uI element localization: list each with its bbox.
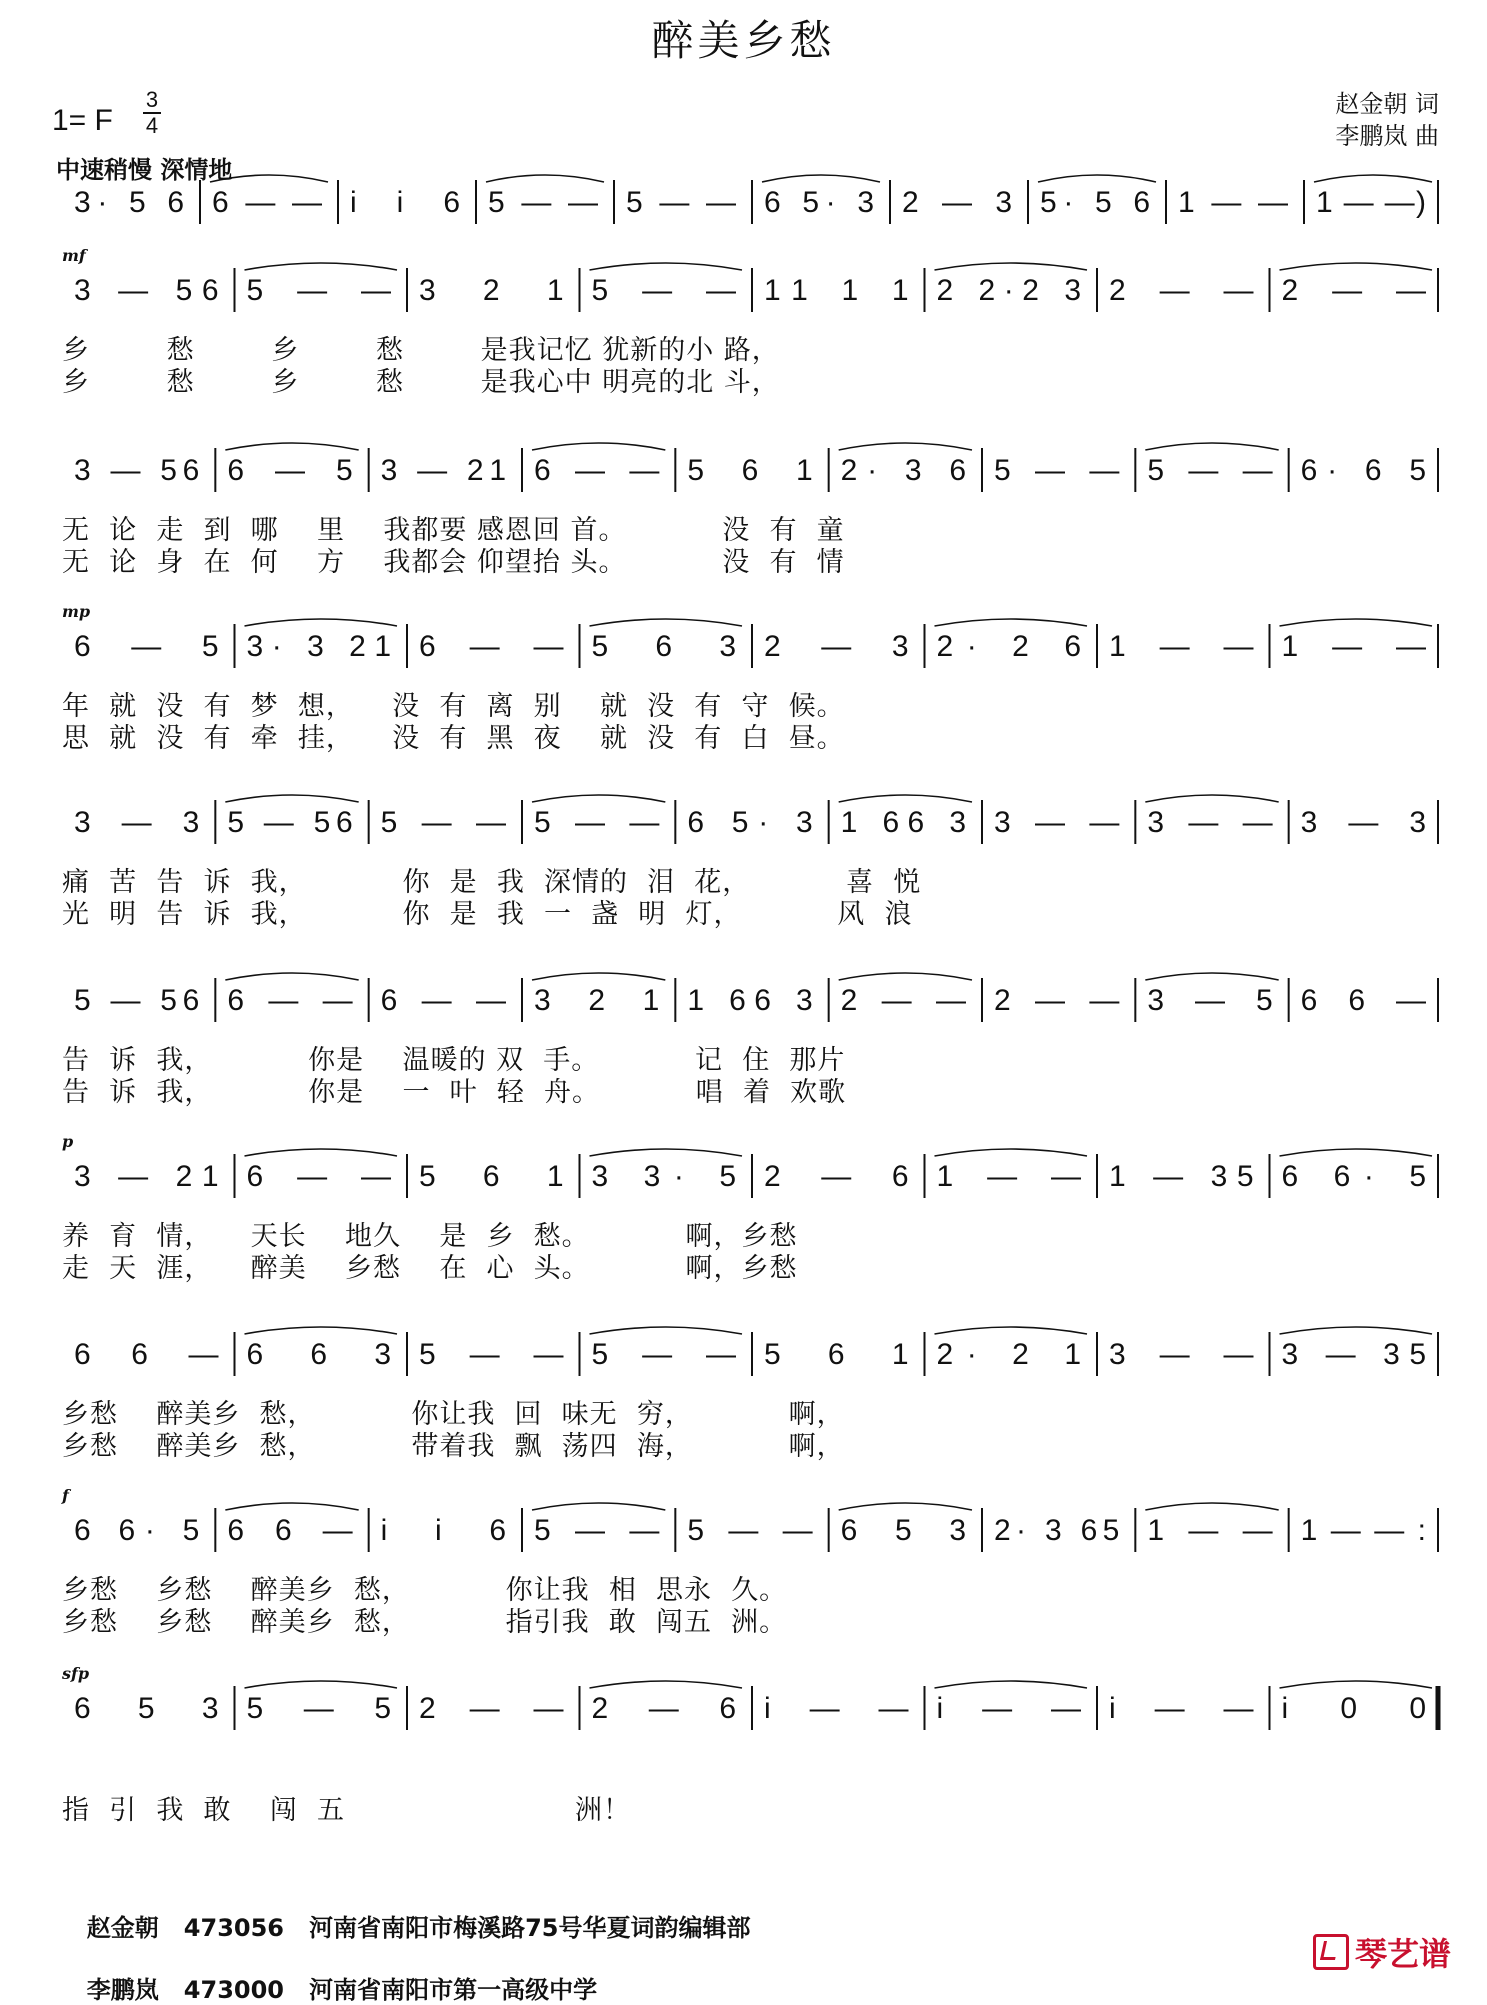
measure-notes: 3 — 5 [1147, 984, 1273, 1017]
tie-arc [532, 1503, 665, 1510]
notation-svg [62, 1498, 1442, 1558]
composer-credit: 李鹏岚 曲 [1335, 122, 1439, 150]
measure-notes: 2 2·2 3 [936, 274, 1081, 307]
dynamic-mark: sfp [62, 1664, 90, 1683]
measure-notes: 5 6 1 [419, 1160, 564, 1193]
tie-arc [1314, 175, 1432, 182]
measure-notes: 2 — 3 [764, 630, 909, 663]
staff-line [62, 968, 1442, 1108]
lyric-verse-2: 乡愁 醉美乡 愁， 带着我 飘 荡四 海， 啊， [62, 1431, 845, 1462]
tie-arc [532, 795, 665, 802]
staff-line [62, 246, 1442, 398]
footer-postcode: 473056 [183, 1914, 284, 1942]
footer-line-lyricist [70, 1880, 750, 1943]
tie-arc [762, 175, 880, 182]
measure-notes: 2 — — [994, 984, 1120, 1017]
logo-icon [1313, 1934, 1349, 1970]
measure-notes: 5 — — [591, 1338, 736, 1371]
lyric-verse-2: 乡愁 乡愁 醉美乡 愁， 指引我 敢 闯五 洲。 [62, 1607, 788, 1638]
measure-notes: 5 — — [534, 1514, 660, 1547]
tie-arc [935, 1681, 1088, 1688]
tie-arc [486, 175, 604, 182]
tie-arc [1280, 1327, 1433, 1334]
staff-line [62, 438, 1442, 578]
lyric-verse-2: 告 诉 我， 你是 一 叶 轻 舟。 唱 着 欢歌 [62, 1077, 847, 1108]
measure-notes: 6 5 3 [840, 1514, 966, 1547]
time-signature-top: 3 [145, 87, 159, 112]
tie-arc [225, 973, 358, 980]
tie-arc [590, 619, 743, 626]
measure-notes: 6 5 3 [74, 1692, 219, 1725]
staff-line [62, 1322, 1442, 1462]
measure-notes: 5 — 56 [74, 984, 200, 1017]
notation-svg [62, 1322, 1442, 1382]
lyric-verse-1: 乡愁 醉美乡 愁， 你让我 回 味无 穷， 啊， [62, 1399, 845, 1430]
measure-notes: i 0 0 [1281, 1692, 1426, 1725]
lyric-verse-1: 告 诉 我， 你是 温暖的 双 手。 记 住 那片 [62, 1045, 846, 1076]
measure-notes: i — — [936, 1692, 1081, 1725]
measure-notes: 3 — 21 [74, 1160, 219, 1193]
measure-notes: 1 — — [1147, 1514, 1273, 1547]
measure-notes: 2· 2 6 [936, 630, 1081, 663]
measure-notes: 1 66 3 [840, 806, 966, 839]
measure-notes: i i 6 [380, 1514, 506, 1547]
dynamic-mark: mp [62, 602, 91, 621]
measure-notes: i — — [764, 1692, 909, 1725]
measure-notes: 5 — — [994, 454, 1120, 487]
tie-arc [245, 1681, 398, 1688]
footer-name: 赵金朝 [86, 1914, 159, 1942]
measure-notes: 6 — 5 [227, 454, 353, 487]
song-title: 醉美乡愁 [651, 16, 836, 65]
lyric-verse-1: 无 论 走 到 哪 里 我都要 感恩回 首。 没 有 童 [62, 515, 845, 546]
tie-arc [245, 619, 398, 626]
footer-line-composer [70, 1942, 597, 2005]
notation-svg [62, 614, 1442, 674]
tie-arc [935, 1149, 1088, 1156]
lyric-verse-1: 指 引 我 敢 闯 五 洲！ [62, 1795, 631, 1826]
lyric-verse-2: 光 明 告 诉 我， 你 是 我 一 盏 明 灯， 风 浪 [62, 899, 913, 930]
tie-arc [1280, 263, 1433, 270]
measure-notes: i i 6 [350, 186, 460, 219]
tie-arc [245, 263, 398, 270]
measure-notes: 2· 2 1 [936, 1338, 1081, 1371]
staff-line [62, 1664, 1442, 1826]
measure-notes: 6 — — [534, 454, 660, 487]
tie-arc [1280, 619, 1433, 626]
notation-row [62, 438, 1442, 498]
measure-notes: 6 — 5 [74, 630, 219, 663]
lyric-verse-1: 痛 苦 告 诉 我， 你 是 我 深情的 泪 花， 喜 悦 [62, 867, 922, 898]
tie-arc [532, 973, 665, 980]
tie-arc [225, 443, 358, 450]
notation-row [62, 1498, 1442, 1558]
measure-notes: 5 — 5 [246, 1692, 391, 1725]
measure-notes: 6 — — [380, 984, 506, 1017]
measure-notes: 5 — 56 [227, 806, 353, 839]
measure-notes: 3 — 56 [74, 274, 219, 307]
time-signature-bottom: 4 [145, 113, 159, 138]
notation-row [62, 1144, 1442, 1204]
tie-arc [532, 443, 665, 450]
lyric-verse-2: 乡 愁 乡 愁 是我心中 明亮的北 斗， [62, 367, 780, 398]
time-signature [142, 88, 162, 138]
footer-address: 河南省南阳市第一高级中学 [309, 1976, 598, 2004]
tie-arc [1145, 795, 1278, 802]
measure-notes: 6 6 3 [246, 1338, 391, 1371]
lyric-verse-1: 乡 愁 乡 愁 是我记忆 犹新的小 路， [62, 335, 780, 366]
lyric-verse-1: 乡愁 乡愁 醉美乡 愁， 你让我 相 思永 久。 [62, 1575, 788, 1606]
measure-notes: 2 — 3 [902, 186, 1012, 219]
measure-notes: 3 — — [1109, 1338, 1254, 1371]
tempo-marking: 中速稍慢 深情地 [56, 156, 233, 184]
notation-row [62, 968, 1442, 1028]
measure-notes: 5 6 3 [591, 630, 736, 663]
lyric-verse-2: 走 天 涯， 醉美 乡愁 在 心 头。 啊，乡愁 [62, 1253, 798, 1284]
tie-arc [839, 795, 972, 802]
notation-row [62, 258, 1442, 318]
tie-arc [1280, 1149, 1433, 1156]
measure-notes: 6 5· 3 [764, 186, 874, 219]
measure-notes: 1 — — [1281, 630, 1426, 663]
measure-notes: 2 — 6 [591, 1692, 736, 1725]
measure-notes: 5 — — [626, 186, 736, 219]
measure-notes: 3 — 3 [1300, 806, 1426, 839]
measure-notes: 1 — 35 [1109, 1160, 1254, 1193]
measure-notes: 5 — — [687, 1514, 813, 1547]
measure-notes: 6 6· 5 [74, 1514, 200, 1547]
tie-arc [1038, 175, 1156, 182]
tie-arc [839, 443, 972, 450]
key-signature: 1= F [52, 104, 113, 137]
measure-notes: 5 — — [534, 806, 660, 839]
notation-row [62, 1676, 1442, 1736]
measure-notes: 3 — 56 [74, 454, 200, 487]
measure-notes: 3 3· 5 [591, 1160, 736, 1193]
tie-arc [590, 263, 743, 270]
measure-notes: 5 6 1 [687, 454, 813, 487]
measure-notes: 6 6 — [1300, 984, 1426, 1017]
staff-line [62, 1486, 1442, 1638]
measure-notes: 5 — — [246, 274, 391, 307]
measure-notes: 6 — — [419, 630, 564, 663]
measure-notes: 3 — — [994, 806, 1120, 839]
lyricist-credit: 赵金朝 词 [1335, 90, 1439, 118]
tie-arc [1145, 443, 1278, 450]
tie-arc [245, 1327, 398, 1334]
tie-arc [935, 619, 1088, 626]
notation-svg [62, 1144, 1442, 1204]
measure-notes: 3 — — [1147, 806, 1273, 839]
tie-arc [839, 973, 972, 980]
staff-line [62, 602, 1442, 754]
measure-notes: 2 — — [419, 1692, 564, 1725]
measure-notes: 1 — — : [1300, 1514, 1426, 1547]
footer-postcode: 473000 [183, 1976, 284, 2004]
notation-svg [62, 438, 1442, 498]
measure-notes: 5 — — [380, 806, 506, 839]
notation-row [62, 170, 1442, 230]
tie-arc [1145, 973, 1278, 980]
notation-svg [62, 790, 1442, 850]
staff-line [62, 790, 1442, 930]
tie-arc [590, 1149, 743, 1156]
tie-arc [935, 1327, 1088, 1334]
lyric-verse-2: 思 就 没 有 牵 挂， 没 有 黑 夜 就 没 有 白 昼。 [62, 723, 845, 754]
lyric-verse-1: 养 育 情， 天长 地久 是 乡 愁。 啊，乡愁 [62, 1221, 798, 1252]
measure-notes: 1 — — [1178, 186, 1288, 219]
notation-svg [62, 968, 1442, 1028]
tie-arc [225, 1503, 358, 1510]
staff-line [62, 1132, 1442, 1284]
watermark-logo [1313, 1929, 1451, 1975]
measure-notes: 6 5· 3 [687, 806, 813, 839]
tie-arc [1280, 1681, 1433, 1688]
measure-notes: 3 — 21 [380, 454, 506, 487]
dynamic-mark: p [62, 1132, 74, 1151]
measure-notes: 3 — 3 [74, 806, 200, 839]
measure-notes: 3 2 1 [419, 274, 564, 307]
measure-notes: 5 — — [488, 186, 598, 219]
measure-notes: 5· 5 6 [1040, 186, 1150, 219]
measure-notes: 6 — — [246, 1160, 391, 1193]
footer-address: 河南省南阳市梅溪路75号华夏词韵编辑部 [309, 1914, 751, 1942]
footer-name: 李鹏岚 [86, 1976, 159, 2004]
measure-notes: i — — [1109, 1692, 1254, 1725]
tie-arc [839, 1503, 972, 1510]
measure-notes: 6 6· 5 [1281, 1160, 1426, 1193]
measure-notes: 6· 6 5 [1300, 454, 1426, 487]
tie-arc [225, 795, 358, 802]
notation-svg [62, 1676, 1442, 1736]
notation-row [62, 790, 1442, 850]
tie-arc [590, 1327, 743, 1334]
dynamic-mark: mf [62, 246, 86, 265]
measure-notes: 5 6 1 [764, 1338, 909, 1371]
measure-notes: 2 — — [1281, 274, 1426, 307]
dynamic-mark: f [62, 1486, 69, 1505]
measure-notes: 11 1 1 [764, 274, 909, 307]
measure-notes: 3· 3 21 [246, 630, 391, 663]
notation-row [62, 614, 1442, 674]
notation-row [62, 1322, 1442, 1382]
watermark-text: 琴艺谱 [1354, 1935, 1451, 1973]
measure-notes: 1 — — [1109, 630, 1254, 663]
measure-notes: 2 — — [1109, 274, 1254, 307]
measure-notes: 3 2 1 [534, 984, 660, 1017]
measure-notes: 3 — 35 [1281, 1338, 1426, 1371]
measure-notes: 2· 3 6 [840, 454, 966, 487]
tie-arc [590, 1681, 743, 1688]
notation-svg [62, 258, 1442, 318]
lyric-verse-1: 年 就 没 有 梦 想， 没 有 离 别 就 没 有 守 候。 [62, 691, 845, 722]
notation-svg [62, 170, 1442, 230]
measure-notes: 2· 3 65 [994, 1514, 1120, 1547]
measure-notes: 6 6 — [227, 1514, 353, 1547]
measure-notes: 2 — — [840, 984, 966, 1017]
measure-notes: 5 — — [419, 1338, 564, 1371]
tie-arc [210, 175, 328, 182]
measure-notes: 5 — — [591, 274, 736, 307]
measure-notes: 1 66 3 [687, 984, 813, 1017]
tie-arc [245, 1149, 398, 1156]
lyric-verse-2: 无 论 身 在 何 方 我都会 仰望抬 头。 没 有 情 [62, 547, 845, 578]
measure-notes: 1 — —) [1316, 186, 1426, 219]
measure-notes: 6 6 — [74, 1338, 219, 1371]
measure-notes: 6 — — [227, 984, 353, 1017]
measure-notes: 1 — — [936, 1160, 1081, 1193]
measure-notes: 6 — — [212, 186, 322, 219]
measure-notes: 5 — — [1147, 454, 1273, 487]
tie-arc [935, 263, 1088, 270]
measure-notes: 2 — 6 [764, 1160, 909, 1193]
tie-arc [1145, 1503, 1278, 1510]
measure-notes: 3· 5 6 [74, 186, 184, 219]
